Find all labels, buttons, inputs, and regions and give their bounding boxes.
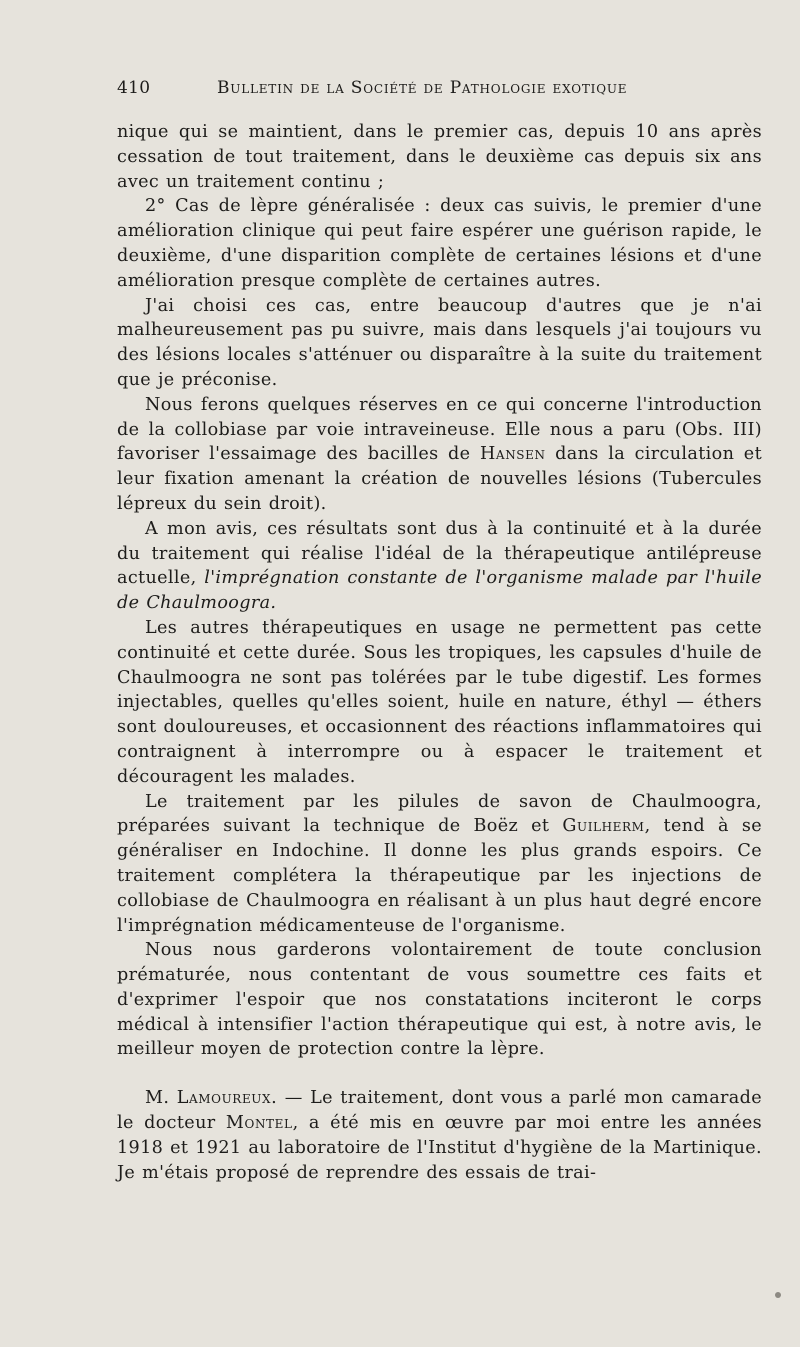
paragraph-2: 2° Cas de lèpre généralisée : deux cas suivis, le premier d'une amélioration clinique qui peut faire espérer une guérison rapide, le deuxième, d'une disparition complète de certaines lésions et d'une amélioration presque complète de certaines autres. [117, 196, 762, 291]
paragraph-5-italic: l'imprégnation constante de l'organisme malade par l'huile de Chaulmoogra. [117, 568, 762, 614]
author-name-hansen: Hansen [479, 444, 546, 465]
journal-title: Bulletin de la Société de Pathologie exotique [217, 78, 628, 98]
page-number: 410 [117, 78, 151, 98]
paragraph-9 [117, 1086, 762, 1185]
paragraph-5-text: A mon avis, ces résultats sont dus à la continuité et à la durée du traitement qui réalise l'idéal de la thérapeutique antilépreuse actuelle, [117, 518, 762, 589]
paragraph-9-text-a: — Le traitement, dont vous a parlé mon camarade le docteur [117, 1088, 763, 1134]
article-body [117, 120, 762, 1185]
paragraph-4-text-b: dans la circulation et leur fixation amenant la création de nouvelles lésions (Tubercules lépreux du sein droit). [117, 444, 762, 514]
paragraph-8: Nous nous garderons volontairement de toute conclusion prématurée, nous contentant de vous soumettre ces faits et d'exprimer l'espoir que nos constatations inciteront le corps médical à intensifier l'action thérapeutique qui est, à notre avis, le meilleur moyen de protection contre la lèpre. [117, 940, 762, 1060]
paper-speck [775, 1292, 781, 1298]
paragraph-7-text-b: , tend à se généraliser en Indochine. Il donne les plus grands espoirs. Ce traitement complétera la thérapeutique par les injections de collobiase de Chaulmoogra en réalisant à un plus haut degré encore l'imprégnation médicamenteuse de l'organisme. [117, 816, 763, 936]
paragraph-4-text-a: Nous ferons quelques réserves en ce qui concerne l'introduction de la collobiase par voie intraveineuse. Elle nous a paru (Obs. III) favoriser l'essaimage des bacilles de [117, 394, 762, 465]
running-header [117, 78, 762, 98]
author-name-guilherm: Guilherm [562, 816, 645, 837]
paragraph-7 [117, 790, 762, 939]
paragraph-5 [117, 517, 762, 616]
paragraph-6: Les autres thérapeutiques en usage ne permettent pas cette continuité et cette durée. Sous les tropiques, les capsules d'huile de Chaulmoogra ne sont pas tolérées par le tube digestif. Les formes injectables, quelles qu'elles soient, huile en nature, éthyl — éthers sont douloureuses, et occasionnent des réactions inflammatoires qui contraignent à interrompre ou à espacer le traitement et découragent les malades. [117, 617, 762, 787]
paragraph-1: nique qui se maintient, dans le premier cas, depuis 10 ans après cessation de tout traitement, dans le deuxième cas depuis six ans avec un traitement continu ; [117, 122, 762, 192]
paragraph-9-prefix: M. [145, 1088, 177, 1109]
author-name-montel: Montel [225, 1113, 293, 1134]
paragraph-7-text-a: Le traitement par les pilules de savon de Chaulmoogra, préparées suivant la technique de Boëz et [117, 791, 762, 837]
speaker-name: Lamoureux. [176, 1088, 278, 1109]
paragraph-3: J'ai choisi ces cas, entre beaucoup d'autres que je n'ai malheureusement pas pu suivre, mais dans lesquels j'ai toujours vu des lésions locales s'atténuer ou disparaître à la suite du traitement que je préconise. [117, 295, 762, 390]
paragraph-9-text-b: , a été mis en œuvre par moi entre les années 1918 et 1921 au laboratoire de l'Institut d'hygiène de la Martinique. Je m'étais proposé de reprendre des essais de trai- [117, 1113, 762, 1183]
paragraph-4 [117, 393, 762, 517]
